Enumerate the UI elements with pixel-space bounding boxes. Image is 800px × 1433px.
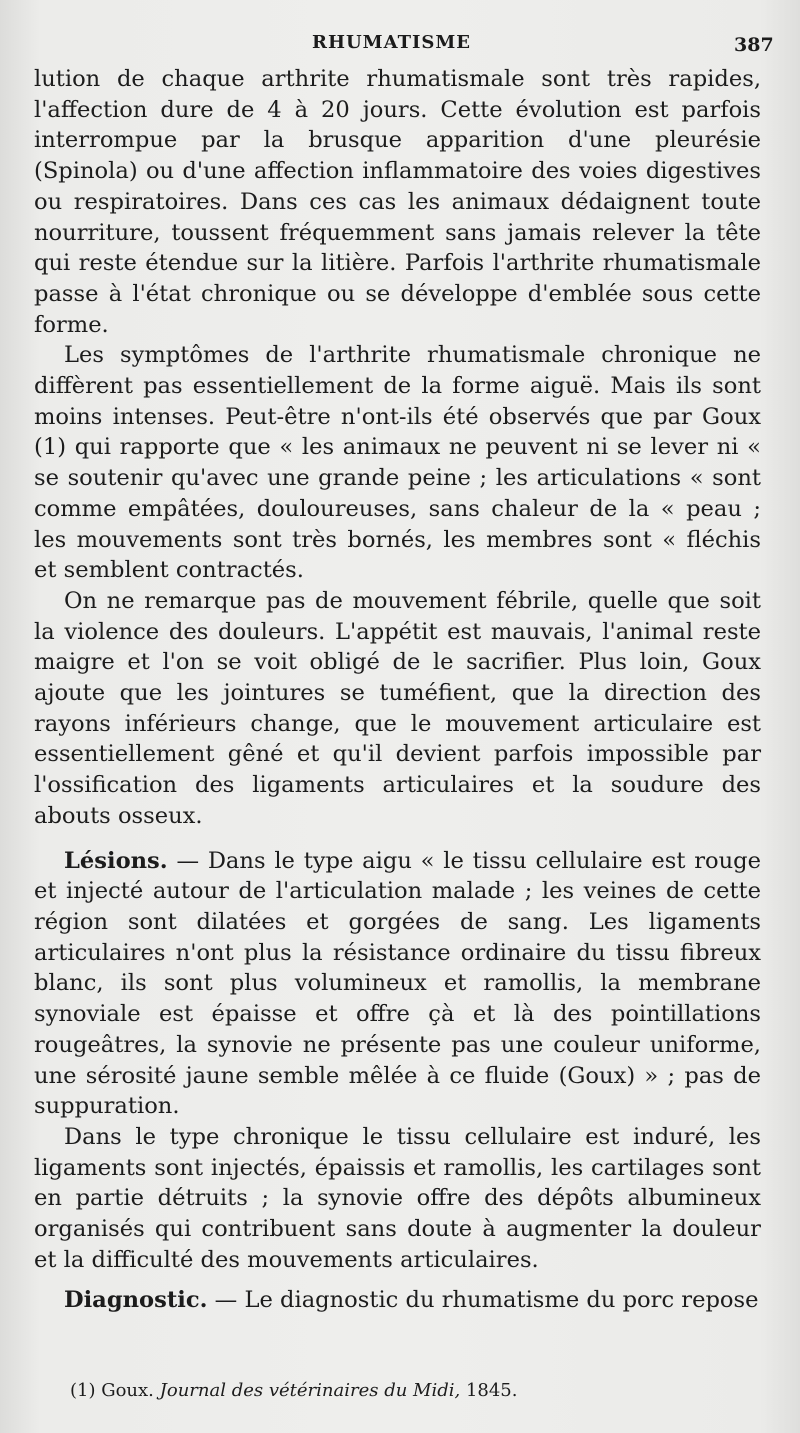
diagnostic-text: — Le diagnostic du rhumatisme du porc repose [207,1287,759,1314]
paragraph-lesions [34,846,761,1122]
footnote-marker: (1) Goux. [70,1380,154,1401]
section-spacer [34,832,761,846]
running-head: RHUMATISME [312,32,472,53]
section-spacer [34,1275,761,1285]
paragraph-chronic-symptoms: Les symptômes de l'arthrite rhumatismale chronique ne diffèrent pas essentiellement de la forme aiguë. Mais ils sont moins intenses. Peut-être n'ont-ils été observés que par Goux (1) qui rapporte que « les animaux ne peuvent ni se lever ni « se soutenir qu'avec une grande peine ; les articulations « sont comme empâtées, douloureuses, sans chaleur de la « peau ; les mouvements sont très bornés, les membres sont « fléchis et semblent contractés. [34,342,761,584]
body-text [34,64,761,1316]
footnote-journal: Journal des vétérinaires du Midi, [159,1380,461,1401]
page-number: 387 [734,34,774,56]
lesions-text: — Dans le type aigu « le tissu cellulaire est rouge et injecté autour de l'articulation malade ; les veines de cette région sont dilatées et gorgées de sang. Les ligaments articulaires n'ont plus la résistance ordinaire du tissu fibreux blanc, ils sont plus volumineux et ramollis, la membrane synoviale est épaisse et offre çà et là des pointillations rougeâtres, la synovie ne présente pas une couleur uniforme, une sérosité jaune semble mêlée à ce fluide (Goux) » ; pas de suppuration. [34,847,761,1120]
paragraph-lesions-chronic: Dans le type chronique le tissu cellulaire est induré, les ligaments sont injectés, épaissis et ramollis, les cartilages sont en partie détruits ; la synovie offre des dépôts albumineux organisés qui contribuent sans doute à augmenter la douleur et la difficulté des mouvements articulaires. [34,1123,761,1273]
paragraph-fever-appetite: On ne remarque pas de mouvement fébrile, quelle que soit la violence des douleurs. L'appétit est mauvais, l'animal reste maigre et l'on se voit obligé de le sacrifier. Plus loin, Goux ajoute que les jointures se tuméfient, que la direction des rayons inférieurs change, que le mouvement articulaire est essentiellement gêné et qu'il devient parfois impossible par l'ossification des ligaments articulaires et la soudure des abouts osseux. [34,587,761,829]
lesions-heading: Lésions. [64,847,168,874]
diagnostic-heading: Diagnostic. [64,1287,208,1314]
paragraph-evolution: lution de chaque arthrite rhumatismale sont très rapides, l'affection dure de 4 à 20 jours. Cette évolution est parfois interrompue par la brusque apparition d'une pleurésie (Spinola) ou d'une affection inflammatoire des voies digestives ou respiratoires. Dans ces cas les animaux dédaignent toute nourriture, toussent fréquemment sans jamais relever la tête qui reste étendue sur la litière. Parfois l'arthrite rhumatismale passe à l'état chronique ou se développe d'emblée sous cette forme. [34,66,761,338]
footnote-year: 1845. [465,1380,518,1401]
page-header [0,32,800,60]
paragraph-diagnostic [34,1285,761,1316]
footnote [70,1379,517,1403]
